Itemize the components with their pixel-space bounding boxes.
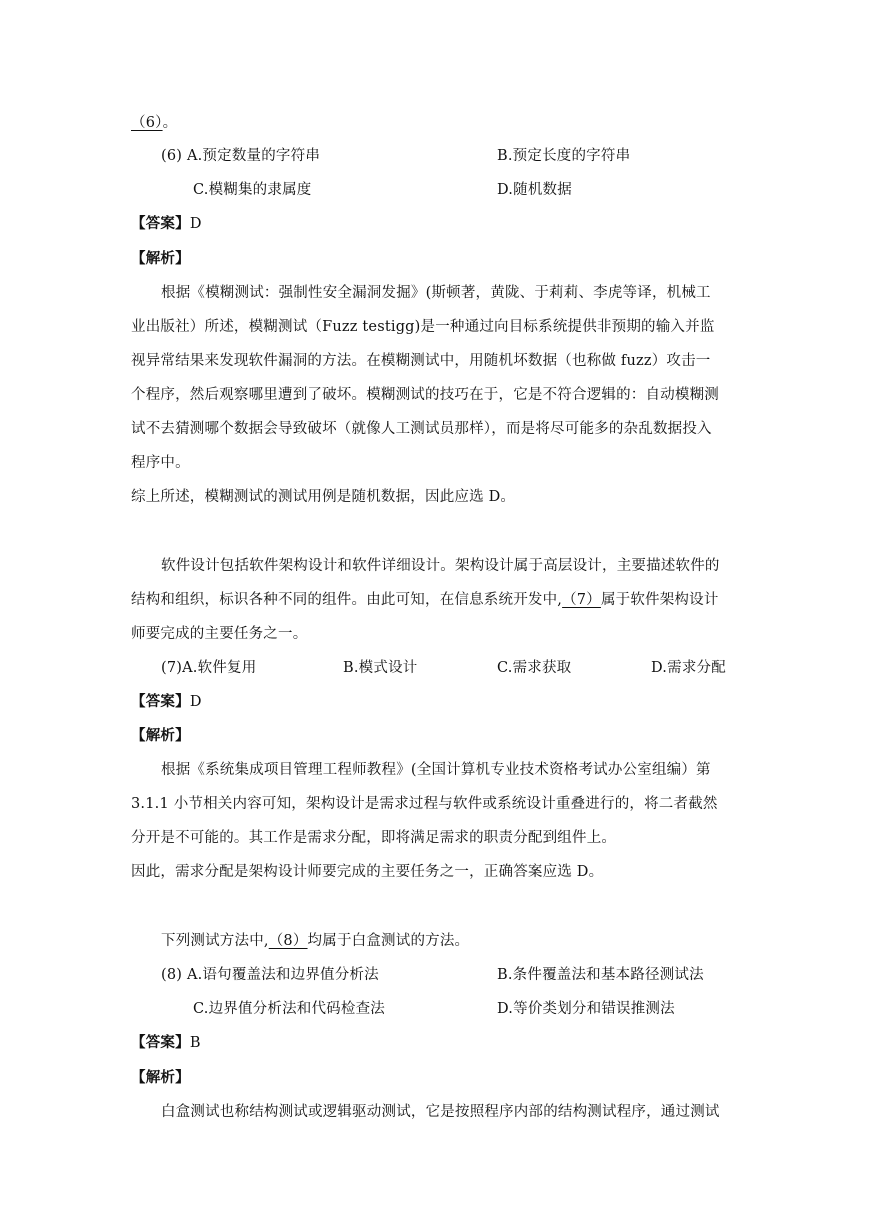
q8-analysis-label: 【解析】 <box>131 1069 190 1086</box>
q6-option-d: D.随机数据 <box>497 182 572 198</box>
q8-option-d: D.等价类划分和错误推测法 <box>497 1001 675 1017</box>
q6-stem-end: 。 <box>162 115 178 131</box>
q7-stem-line: 软件设计包括软件架构设计和软件详细设计。架构设计属于高层设计，主要描述软件的 <box>161 558 720 574</box>
q6-option-b: B.预定长度的字符串 <box>497 148 631 164</box>
q7-stem-pre: 结构和组织，标识各种不同的组件。由此可知，在信息系统开发中, <box>131 592 563 608</box>
q8-option-a: A.语句覆盖法和边界值分析法 <box>186 967 379 983</box>
q6-conclusion: 综上所述，模糊测试的测试用例是随机数据，因此应选 D。 <box>131 489 516 505</box>
q6-analysis-line: 个程序，然后观察哪里遭到了破坏。模糊测试的技巧在于，它是不符合逻辑的：自动模糊测 <box>131 387 719 403</box>
q6-analysis-line: 视异常结果来发现软件漏洞的方法。在模糊测试中，用随机坏数据（也称做 fuzz）攻击一 <box>131 353 711 369</box>
q6-analysis-line: 程序中。 <box>131 455 190 471</box>
q6-analysis-line: 根据《模糊测试：强制性安全漏洞发掘》(斯顿著，黄陇、于莉莉、李虎等译，机械工 <box>161 285 711 301</box>
q7-stem-line <box>131 590 719 610</box>
q6-answer <box>131 214 202 234</box>
q6-options-row1 <box>161 146 320 166</box>
q6-analysis-line: 试不去猜测哪个数据会导致破坏（就像人工测试员那样），而是将尽可能多的杂乱数据投入 <box>131 421 712 437</box>
q7-stem-line: 师要完成的主要任务之一。 <box>131 626 308 642</box>
q6-analysis-line: 业出版社）所述，模糊测试（Fuzz testigg)是一种通过向目标系统提供非预期的输入并监 <box>131 319 715 335</box>
answer-value: D <box>189 694 202 710</box>
q7-stem-post: 属于软件架构设计 <box>600 592 719 608</box>
q7-analysis-label: 【解析】 <box>131 727 190 744</box>
q7-analysis-line: 根据《系统集成项目管理工程师教程》(全国计算机专业技术资格考试办公室组编）第 <box>161 762 711 778</box>
answer-label: 【答案】 <box>131 215 190 232</box>
answer-value: D <box>189 216 202 232</box>
q7-option-c: C.需求获取 <box>497 660 572 676</box>
q8-analysis-line: 白盒测试也称结构测试或逻辑驱动测试，它是按照程序内部的结构测试程序，通过测试 <box>161 1104 720 1120</box>
q8-stem-pre: 下列测试方法中, <box>161 933 269 949</box>
q7-blank: （7） <box>562 592 601 608</box>
answer-value: B <box>189 1035 201 1051</box>
q8-number: (8) <box>161 967 183 983</box>
q7-conclusion: 因此，需求分配是架构设计师要完成的主要任务之一，正确答案应选 D。 <box>131 864 604 880</box>
q6-number: (6) <box>161 148 183 164</box>
q8-options-row1 <box>161 965 379 985</box>
q7-answer <box>131 692 202 712</box>
q8-option-c: C.边界值分析法和代码检查法 <box>193 1001 385 1017</box>
q6-stem-tail <box>131 113 177 133</box>
q7-option-d: D.需求分配 <box>651 660 726 676</box>
q6-option-a: A.预定数量的字符串 <box>186 148 321 164</box>
q6-blank: （6） <box>131 115 163 131</box>
q8-stem <box>161 931 469 951</box>
q8-answer <box>131 1033 201 1053</box>
q8-blank: （8） <box>268 933 308 949</box>
q6-option-c: C.模糊集的隶属度 <box>193 182 312 198</box>
answer-label: 【答案】 <box>131 693 190 710</box>
q7-analysis-line: 3.1.1 小节相关内容可知，架构设计是需求过程与软件或系统设计重叠进行的，将二者截然 <box>131 796 718 812</box>
q7-analysis-line: 分开是不可能的。其工作是需求分配，即将满足需求的职责分配到组件上。 <box>131 830 617 846</box>
q7-option-a: (7)A.软件复用 <box>161 660 257 676</box>
q8-stem-post: 均属于白盒测试的方法。 <box>307 933 470 949</box>
q7-option-b: B.模式设计 <box>343 660 418 676</box>
answer-label: 【答案】 <box>131 1034 190 1051</box>
q8-option-b: B.条件覆盖法和基本路径测试法 <box>497 967 704 983</box>
q6-analysis-label: 【解析】 <box>131 250 190 267</box>
